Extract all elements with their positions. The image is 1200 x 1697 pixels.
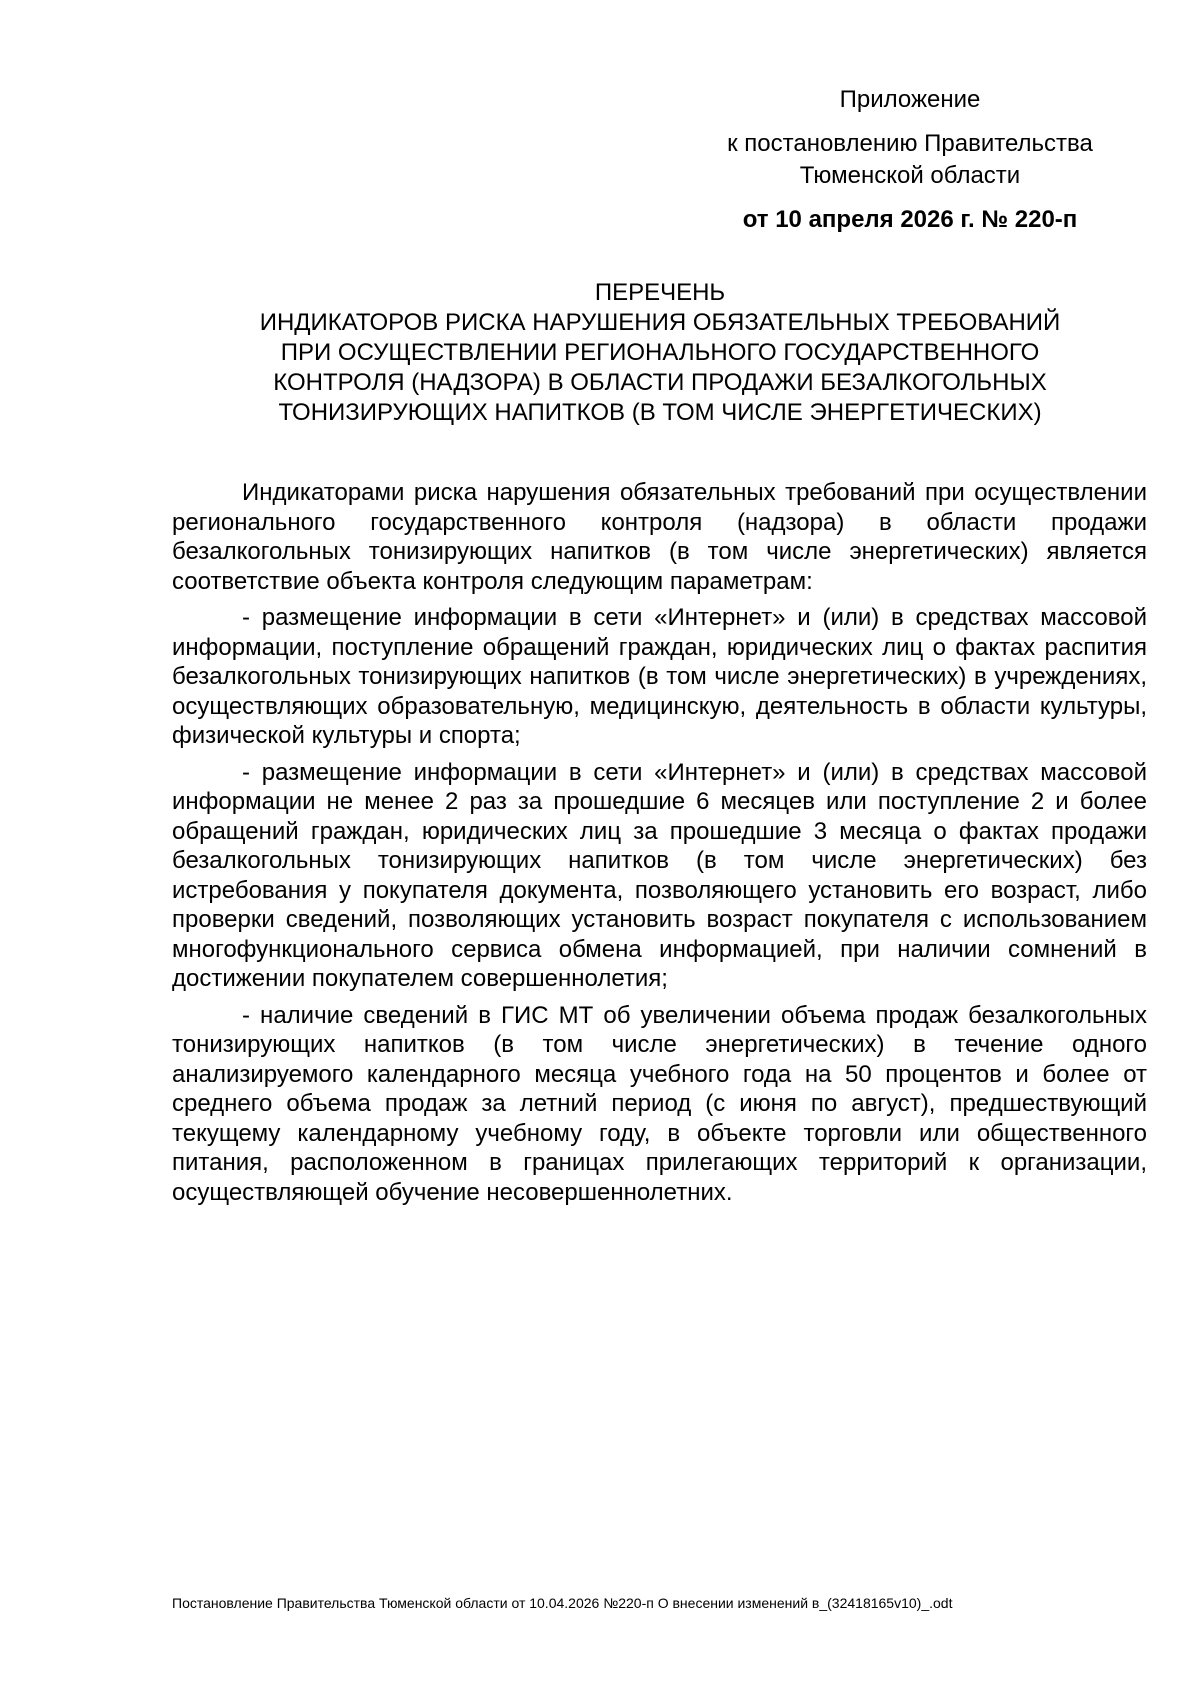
document-title [170,278,1150,428]
page-footer: Постановление Правительства Тюменской области от 10.04.2026 №220-п О внесении изменений в_(32418165v10)_.odt [172,1595,953,1611]
title-line-4: КОНТРОЛЯ (НАДЗОРА) В ОБЛАСТИ ПРОДАЖИ БЕЗАЛКОГОЛЬНЫХ [273,369,1047,396]
list-item: - размещение информации в сети «Интернет» и (или) в средствах массовой информации, поступление обращений граждан, юридических лиц о фактах распития безалкогольных тонизирующих напитков (в том числе энергетических) в учреждениях, осуществляющих образовательную, медицинскую, деятельность в области культуры, физической культуры и спорта; [172,604,1147,749]
appendix-header [690,84,1130,236]
title-line-2: ИНДИКАТОРОВ РИСКА НАРУШЕНИЯ ОБЯЗАТЕЛЬНЫХ ТРЕБОВАНИЙ [259,309,1061,336]
list-item: - размещение информации в сети «Интернет» и (или) в средствах массовой информации не менее 2 раз за прошедшие 6 месяцев или поступление 2 и более обращений граждан, юридических лиц за прошедшие 3 месяца о фактах продажи безалкогольных тонизирующих напитков (в том числе энергетических) без истребования у покупателя документа, позволяющего установить его возраст, либо проверки сведений, позволяющих установить возраст покупателя с использованием многофункционального сервиса обмена информацией, при наличии сомнений в достижении покупателем совершеннолетия; [172,758,1147,992]
title-line-5: ТОНИЗИРУЮЩИХ НАПИТКОВ (В ТОМ ЧИСЛЕ ЭНЕРГЕТИЧЕСКИХ) [278,399,1042,426]
intro-paragraph: Индикаторами риска нарушения обязательных требований при осуществлении регионального государственного контроля (надзора) в области продажи безалкогольных тонизирующих напитков (в том числе энергетических) является соответствие объекта контроля следующим параметрам: [172,479,1147,595]
list-item: - наличие сведений в ГИС МТ об увеличении объема продаж безалкогольных тонизирующих напитков (в том числе энергетических) в течение одного анализируемого календарного месяца учебного года на 50 процентов и более от среднего объема продаж за летний период (с июня по август), предшествующий текущему календарному учебному году, в объекте торговли или общественного питания, расположенном в границах прилегающих территорий к организации, осуществляющей обучение несовершеннолетних. [172,1001,1147,1206]
appendix-label: Приложение [839,86,981,113]
appendix-resolution-line: к постановлению Правительства [727,130,1093,157]
appendix-region-line: Тюменской области [799,162,1021,189]
title-line-1: ПЕРЕЧЕНЬ [594,279,726,306]
document-body [172,478,1147,1214]
appendix-date: от 10 апреля 2026 г. № 220-п [742,206,1078,233]
title-line-3: ПРИ ОСУЩЕСТВЛЕНИИ РЕГИОНАЛЬНОГО ГОСУДАРСТВЕННОГО [280,339,1040,366]
